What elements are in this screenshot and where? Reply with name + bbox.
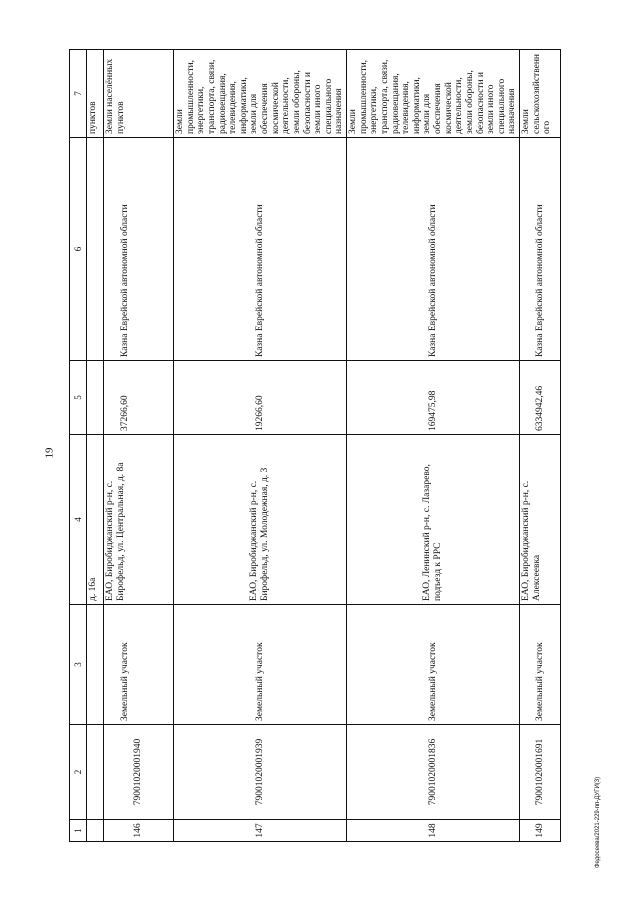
cont-cell	[87, 605, 104, 725]
table-row	[104, 50, 174, 842]
cadastral-number: 79001020001940	[104, 725, 174, 820]
land-category: Земли промышленности, энергетики, транспорта, связи, радиовещания, телевидения, информатики, земли для обеспечения космической деятельности, земли обороны, безопасности и земли иного специального назначения	[174, 50, 347, 138]
row-number: 146	[104, 820, 174, 842]
cont-cell	[87, 361, 104, 435]
row-number: 148	[347, 820, 520, 842]
address: ЕАО, Биробиджанский р-н, с. Алексеевка	[520, 435, 561, 605]
cont-address: д. 16а	[87, 435, 104, 605]
header-col-3: 3	[70, 605, 87, 725]
owner: Казна Еврейской автономной области	[174, 138, 347, 361]
header-col-4: 4	[70, 435, 87, 605]
area: 169475,98	[347, 361, 520, 435]
row-number: 149	[520, 820, 561, 842]
table-row	[347, 50, 520, 842]
owner: Казна Еврейской автономной области	[520, 138, 561, 361]
object-type: Земельный участок	[520, 605, 561, 725]
object-type: Земельный участок	[347, 605, 520, 725]
area: 6334942,46	[520, 361, 561, 435]
table-row	[520, 50, 561, 842]
cont-category: пунктов	[87, 50, 104, 138]
cont-cell	[87, 820, 104, 842]
header-row	[70, 50, 87, 842]
area: 19266,60	[174, 361, 347, 435]
header-col-1: 1	[70, 820, 87, 842]
continuation-row	[87, 50, 104, 842]
object-type: Земельный участок	[104, 605, 174, 725]
cadastral-number: 79001020001836	[347, 725, 520, 820]
address: ЕАО, Биробиджанский р-н, с. Бирофельд, ул. Центральная, д. 8а	[104, 435, 174, 605]
address: ЕАО, Ленинский р-н, с. Лазарево, подъезд к РРС	[347, 435, 520, 605]
area: 37266,60	[104, 361, 174, 435]
header-col-2: 2	[70, 725, 87, 820]
cadastral-number: 79001020001939	[174, 725, 347, 820]
header-col-6: 6	[70, 138, 87, 361]
header-col-7: 7	[70, 50, 87, 138]
header-col-5: 5	[70, 361, 87, 435]
document-footer: Федосеева/2021-229-пп-ДУГИ(3)	[595, 776, 601, 868]
cont-cell	[87, 138, 104, 361]
land-category: Земли сельскохозяйственного	[520, 50, 561, 138]
land-category: Земли населённых пунктов	[104, 50, 174, 138]
owner: Казна Еврейской автономной области	[104, 138, 174, 361]
land-category: Земли промышленности, энергетики, транспорта, связи, радиовещания, телевидения, информатики, земли для обеспечения космической деятельности, земли обороны, безопасности и земли иного специального назначения	[347, 50, 520, 138]
owner: Казна Еврейской автономной области	[347, 138, 520, 361]
rotated-table-container	[69, 50, 572, 842]
table-row	[174, 50, 347, 842]
row-number: 147	[174, 820, 347, 842]
cont-cell	[87, 725, 104, 820]
property-table	[69, 49, 561, 842]
cadastral-number: 79001020001691	[520, 725, 561, 820]
page-number: 19	[43, 447, 56, 459]
object-type: Земельный участок	[174, 605, 347, 725]
address: ЕАО, Биробиджанский р-н, с. Бирофельд, ул. Молодежная, д. 3	[174, 435, 347, 605]
